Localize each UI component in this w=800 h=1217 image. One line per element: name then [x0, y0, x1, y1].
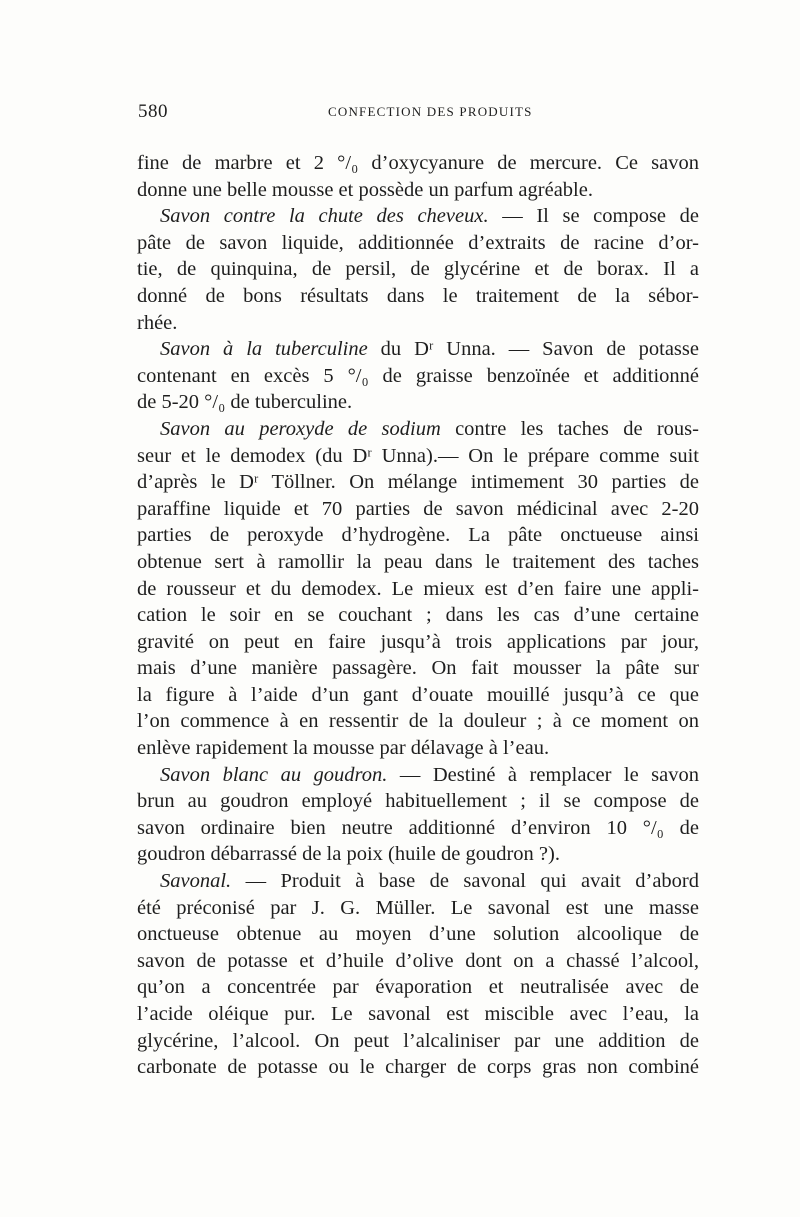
line-text: onctueuse obtenue au moyen d’une solution alcoolique de — [137, 923, 699, 946]
text-line — [137, 762, 699, 789]
text-line — [137, 203, 699, 230]
text-line — [137, 469, 699, 496]
text-line — [137, 868, 699, 895]
line-text: mais d’une manière passagère. On fait mousser la pâte sur — [137, 657, 699, 680]
line-text: été préconisé par J. G. Müller. Le savonal est une masse — [137, 896, 699, 919]
page-header — [138, 101, 698, 129]
line-text: savon ordinaire bien neutre additionné d’environ 10 °/₀ de — [137, 816, 699, 839]
text-line — [137, 788, 699, 815]
line-text: enlève rapidement la mousse par délavage à l’eau. — [137, 737, 550, 760]
text-line — [137, 682, 699, 709]
line-text: brun au goudron employé habituellement ; il se compose de — [137, 790, 699, 813]
page-number: 580 — [138, 101, 168, 122]
line-text: l’on commence à en ressentir de la douleur ; à ce moment on — [137, 710, 699, 733]
text-line — [137, 443, 699, 470]
text-line — [137, 230, 699, 257]
text-line — [137, 655, 699, 682]
text-line — [137, 948, 699, 975]
line-text: — Produit à base de savonal qui avait d’abord — [231, 870, 699, 893]
line-text: donné de bons résultats dans le traitement de la sébor- — [137, 284, 699, 307]
text-line — [137, 496, 699, 523]
text-line — [137, 815, 699, 842]
section-heading: Savon contre la chute des cheveux. — [160, 205, 489, 228]
text-line — [137, 921, 699, 948]
text-line — [137, 1028, 699, 1055]
section-heading: Savon au peroxyde de sodium — [160, 417, 441, 440]
text-line — [137, 708, 699, 735]
line-text: carbonate de potasse ou le charger de corps gras non combiné — [137, 1056, 699, 1079]
line-text: parties de peroxyde d’hydrogène. La pâte onctueuse ainsi — [137, 524, 699, 547]
section-heading: Savon à la tuberculine — [160, 338, 368, 361]
text-line — [137, 363, 699, 390]
line-text: de 5-20 °/₀ de tuberculine. — [137, 391, 353, 414]
text-line — [137, 576, 699, 603]
running-head: CONFECTION DES PRODUITS — [328, 104, 533, 119]
line-text: de rousseur et du demodex. Le mieux est d’en faire une appli- — [137, 577, 699, 600]
line-text: la figure à l’aide d’un gant d’ouate mouillé jusqu’à ce que — [137, 683, 699, 706]
line-text: rhée. — [137, 311, 178, 334]
line-text: savon de potasse et d’huile d’olive dont on a chassé l’alcool, — [137, 949, 699, 972]
line-text: donne une belle mousse et possède un parfum agréable. — [137, 178, 593, 201]
text-line — [137, 895, 699, 922]
text-line — [137, 522, 699, 549]
line-text: d’après le Dʳ Töllner. On mélange intimement 30 parties de — [137, 471, 699, 494]
line-text: pâte de savon liquide, additionnée d’extraits de racine d’or- — [137, 231, 699, 254]
text-line — [137, 629, 699, 656]
body-text — [137, 150, 699, 1081]
text-line — [137, 256, 699, 283]
text-line — [137, 1054, 699, 1081]
text-line — [137, 602, 699, 629]
section-heading: Savonal. — [160, 870, 232, 893]
section-heading: Savon blanc au goudron. — [160, 763, 388, 786]
text-line — [137, 974, 699, 1001]
text-line — [137, 389, 699, 416]
text-line — [137, 150, 699, 177]
line-text: seur et le demodex (du Dʳ Unna).— On le prépare comme suit — [137, 444, 699, 467]
line-text: goudron débarrassé de la poix (huile de goudron ?). — [137, 843, 560, 866]
line-text: cation le soir en se couchant ; dans les cas d’une certaine — [137, 604, 699, 627]
line-text: contre les taches de rous- — [440, 417, 699, 440]
text-line — [137, 416, 699, 443]
text-line — [137, 283, 699, 310]
line-text: obtenue sert à ramollir la peau dans le traitement des taches — [137, 550, 699, 573]
line-text: du Dʳ Unna. — Savon de potasse — [367, 338, 699, 361]
line-text: paraffine liquide et 70 parties de savon médicinal avec 2-20 — [137, 497, 699, 520]
line-text: — Destiné à remplacer le savon — [387, 763, 699, 786]
line-text: tie, de quinquina, de persil, de glycérine et de borax. Il a — [137, 258, 699, 281]
line-text: qu’on a concentrée par évaporation et neutralisée avec de — [137, 976, 699, 999]
text-line — [137, 1001, 699, 1028]
line-text: gravité on peut en faire jusqu’à trois applications par jour, — [137, 630, 699, 653]
text-line — [137, 735, 699, 762]
line-text: contenant en excès 5 °/₀ de graisse benzoïnée et additionné — [137, 364, 699, 387]
text-line — [137, 336, 699, 363]
line-text: — Il se compose de — [488, 205, 699, 228]
text-line — [137, 177, 699, 204]
line-text: fine de marbre et 2 °/₀ d’oxycyanure de mercure. Ce savon — [137, 152, 699, 174]
text-line — [137, 841, 699, 868]
line-text: glycérine, l’alcool. On peut l’alcaliniser par une addition de — [137, 1029, 699, 1052]
text-line — [137, 549, 699, 576]
line-text: l’acide oléique pur. Le savonal est miscible avec l’eau, la — [137, 1003, 699, 1025]
text-line — [137, 310, 699, 337]
